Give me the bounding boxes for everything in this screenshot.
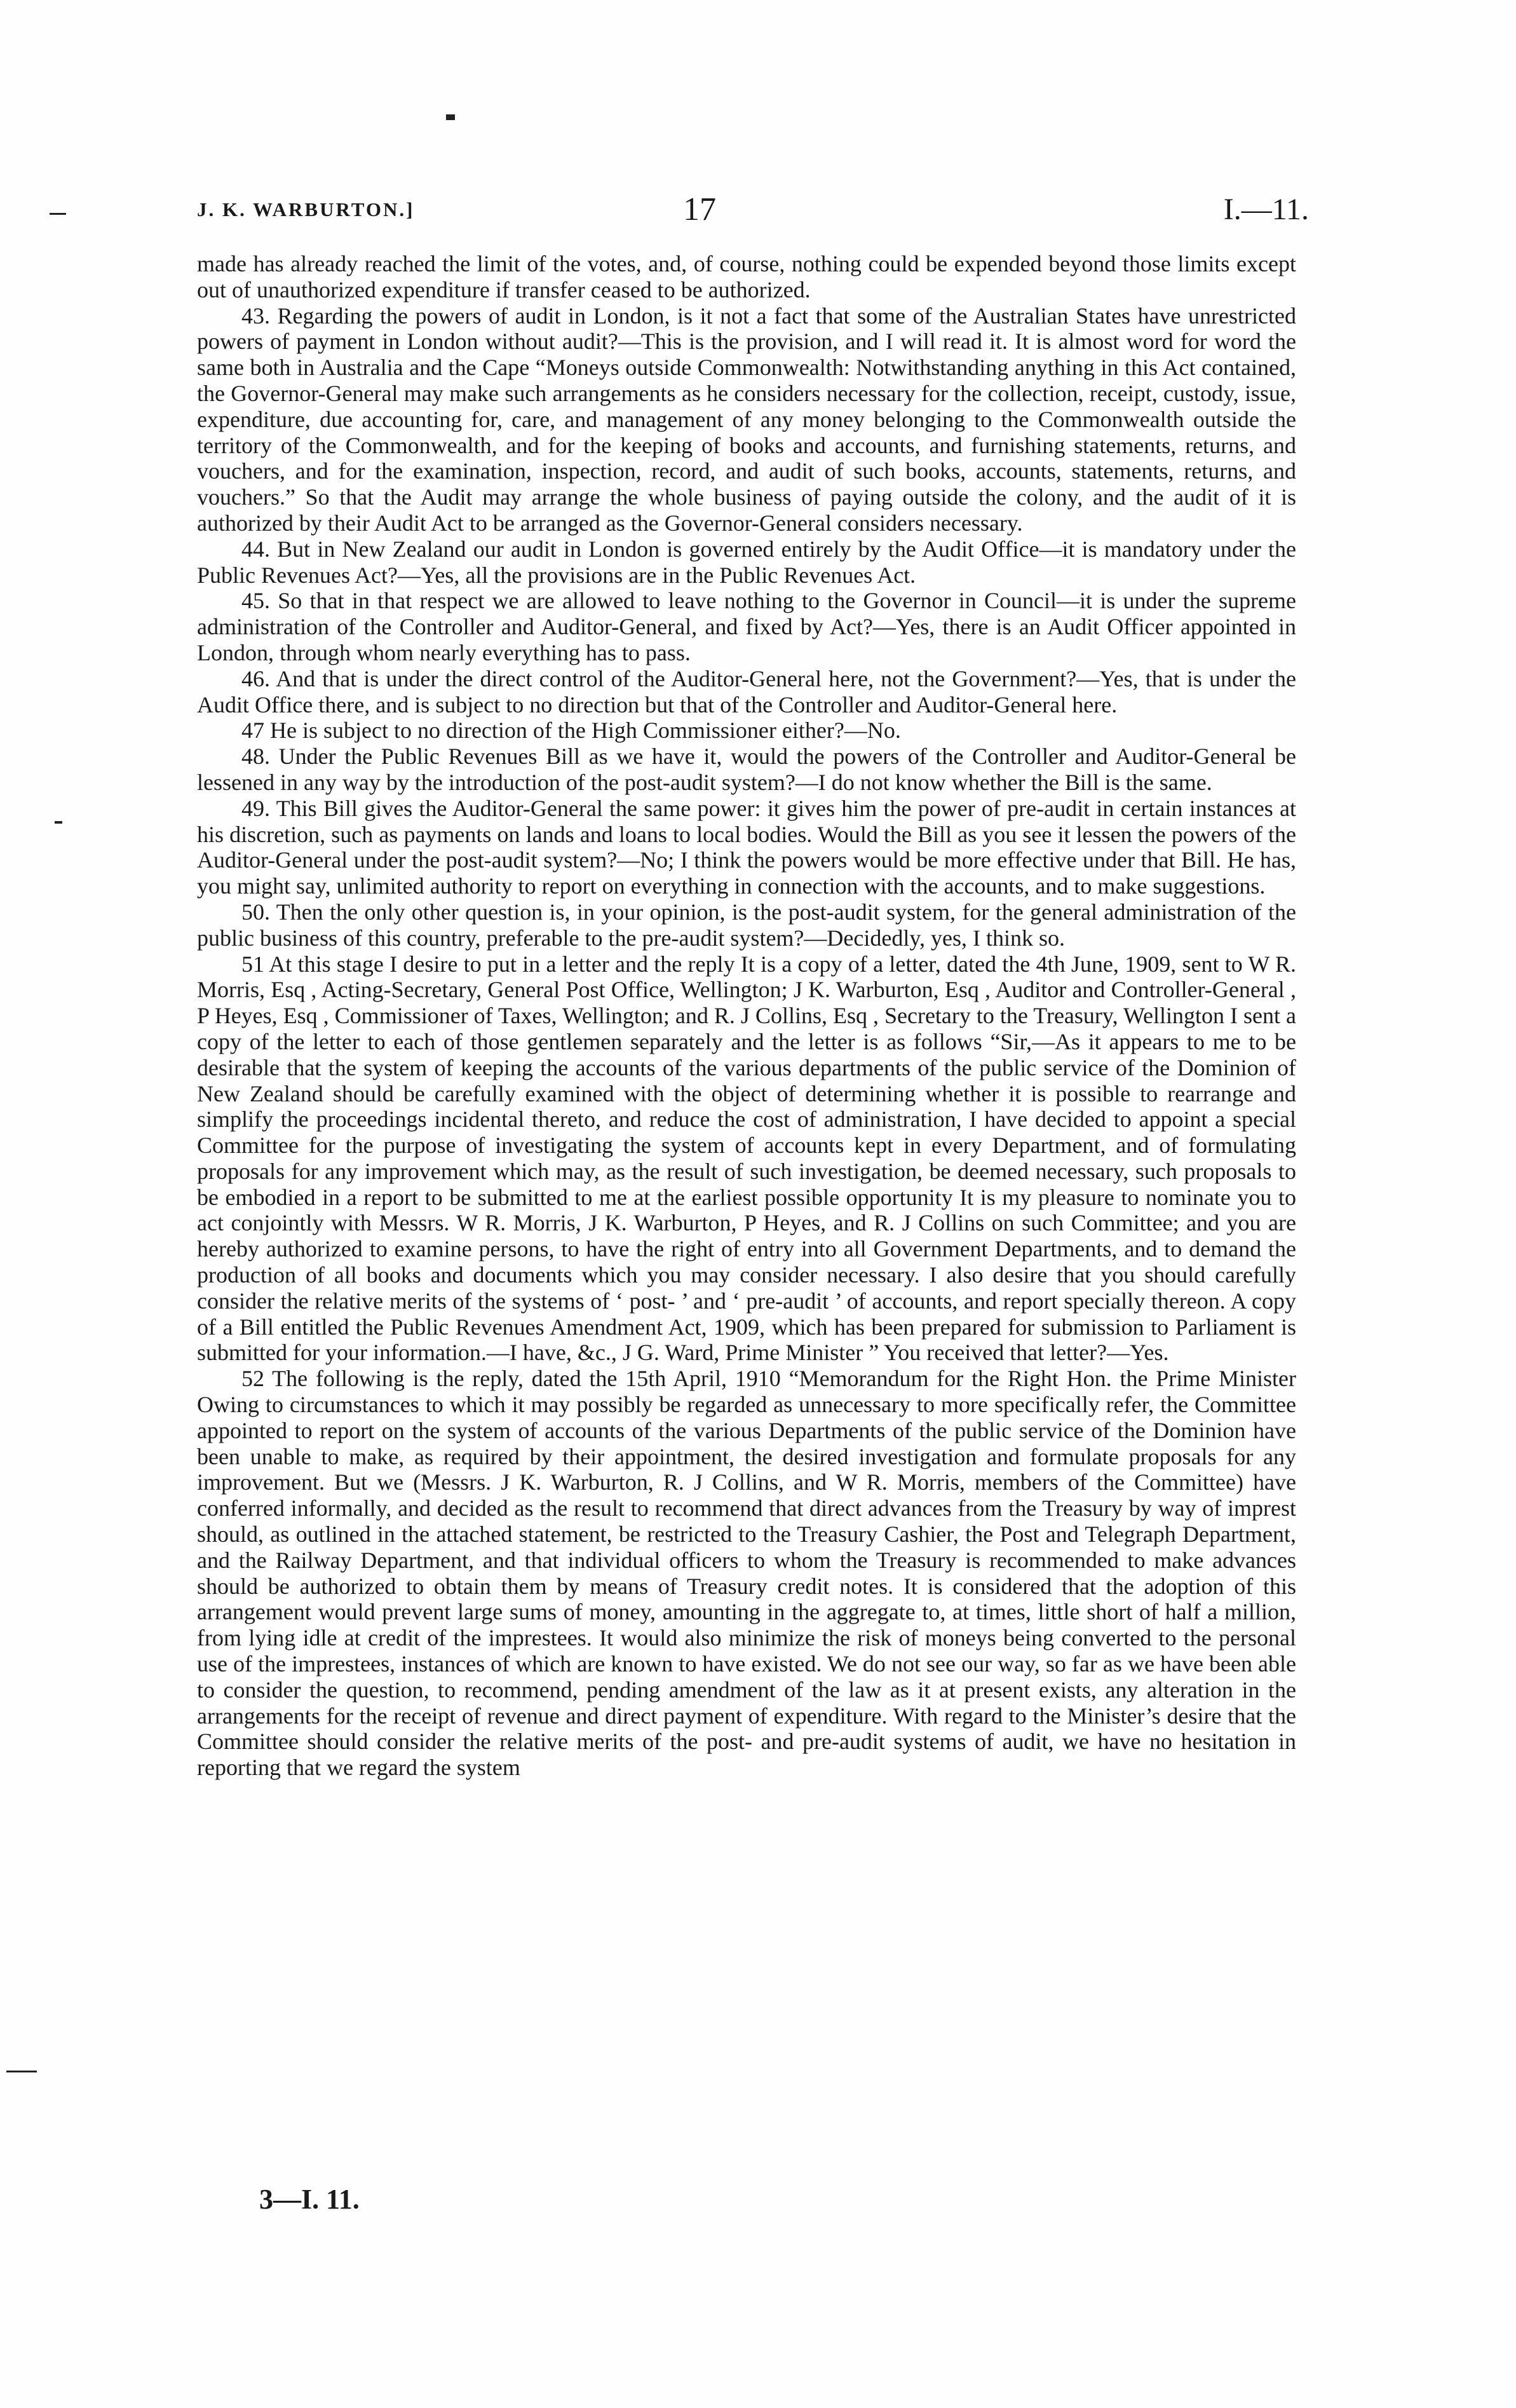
paragraph: 52 The following is the reply, dated the 15th April, 1910 “Memorandum for the Right Hon. the Prime Minister Owing to circumstances to which it may possibly be regarded as unnecessary to more specifically refer, the Committee appointed to report on the system of accounts of the various Departments of the public service of the Dominion have been unable to make, as required by their appointment, the desired investigation and formulate proposals for any improvement. But we (Messrs. J K. Warburton, R. J Collins, and W R. Morris, members of the Committee) have conferred informally, and decided as the result to recommend that direct advances from the Treasury by way of imprest should, as outlined in the attached statement, be restricted to the Treasury Cashier, the Post and Telegraph Department, and the Railway Department, and that individual officers to whom the Treasury is recommended to make advances should be authorized to obtain them by means of Treasury credit notes. It is considered that the adoption of this arrangement would prevent large sums of money, amounting in the aggregate to, at times, little short of half a million, from lying idle at credit of the imprestees. It would also minimize the risk of moneys being converted to the personal use of the imprestees, instances of which are known to have existed. We do not see our way, so far as we have been able to consider the question, to recommend, pending amendment of the law as it at present exists, any alteration in the arrangements for the receipt of revenue and direct payment of expenditure. With regard to the Minister’s desire that the Committee should consider the relative merits of the post- and pre-audit systems of audit, we have no hesitation in reporting that we regard the system (197, 1366, 1296, 1781)
scan-mark (6, 2071, 37, 2072)
paragraph: 47 He is subject to no direction of the High Commissioner either?—No. (241, 718, 901, 744)
evidence-text (197, 251, 1296, 1781)
paragraph: 44. But in New Zealand our audit in London is governed entirely by the Audit Office—it is mandatory under the Public Revenues Act?—Yes, all the provisions are in the Public Revenues Act. (197, 536, 1296, 588)
paper-reference: I.—11. (1223, 193, 1309, 226)
sheet-signature: 3—I. 11. (259, 2184, 360, 2215)
paragraph: 46. And that is under the direct control of the Auditor-General here, not the Government?—Yes, that is under the Audit Office there, and is subject to no direction but that of the Controller and Auditor-General here. (197, 665, 1296, 718)
scan-mark (55, 821, 62, 824)
paragraph: 50. Then the only other question is, in your opinion, is the post-audit system, for the general administration of the public business of this country, preferable to the pre-audit system?—Decidedly, yes, I think so. (197, 899, 1296, 951)
scan-mark (50, 213, 66, 215)
page-number: 17 (683, 191, 716, 228)
paragraph: made has already reached the limit of the votes, and, of course, nothing could be expended beyond those limits except out of unauthorized expenditure if transfer ceased to be authorized. (197, 251, 1296, 303)
witness-name: J. K. WARBURTON.] (197, 198, 415, 221)
paragraph: 43. Regarding the powers of audit in London, is it not a fact that some of the Australian States have unrestricted powers of payment in London without audit?—This is the provision, and I will read it. It is almost word for word the same both in Australia and the Cape “Moneys outside Commonwealth: Notwithstanding anything in this Act contained, the Governor-General may make such arrangements as he considers necessary for the collection, receipt, custody, issue, expenditure, due accounting for, care, and management of any money belonging to the Commonwealth outside the territory of the Commonwealth, and for the keeping of books and accounts, and furnishing statements, returns, and vouchers, and for the examination, inspection, record, and audit of such books, accounts, statements, returns, and vouchers.” So that the Audit may arrange the whole business of paying outside the colony, and the audit of it is authorized by their Audit Act to be arranged as the Governor-General considers necessary. (197, 303, 1296, 536)
paragraph: 48. Under the Public Revenues Bill as we have it, would the powers of the Controller and Auditor-General be lessened in any way by the introduction of the post-audit system?—I do not know whether the Bill is the same. (197, 744, 1296, 795)
paragraph: 51 At this stage I desire to put in a letter and the reply It is a copy of a letter, dated the 4th June, 1909, sent to W R. Morris, Esq , Acting-Secretary, General Post Office, Wellington; J K. Warburton, Esq , Auditor and Controller-General , P Heyes, Esq , Commissioner of Taxes, Wellington; and R. J Collins, Esq , Secretary to the Treasury, Wellington I sent a copy of the letter to each of those gentlemen separately and the letter is as follows “Sir,—As it appears to me to be desirable that the system of keeping the accounts of the various departments of the public service of the Dominion of New Zealand should be carefully examined with the object of determining whether it is possible to rearrange and simplify the proceedings incidental thereto, and reduce the cost of administration, I have decided to appoint a special Committee for the purpose of investigating the system of accounts kept in every Department, and of formulating proposals for any improvement which may, as the result of such investigation, be deemed necessary, such proposals to be embodied in a report to be submitted to me at the earliest possible opportunity It is my pleasure to nominate you to act conjointly with Messrs. W R. Morris, J K. Warburton, P Heyes, and R. J Collins on such Committee; and you are hereby authorized to examine persons, to have the right of entry into all Government Departments, and to demand the production of all books and documents which you may consider necessary. I also desire that you should carefully consider the relative merits of the systems of ‘ post- ’ and ‘ pre-audit ’ of accounts, and report specially thereon. A copy of a Bill entitled the Public Revenues Amendment Act, 1909, which has been prepared for submission to Parliament is submitted for your information.—I have, &c., J G. Ward, Prime Minister ” You received that letter?—Yes. (197, 951, 1296, 1366)
page-header (191, 191, 1309, 235)
scan-mark (446, 114, 455, 120)
paragraph: 49. This Bill gives the Auditor-General the same power: it gives him the power of pre-audit in certain instances at his discretion, such as payments on lands and loans to local bodies. Would the Bill as you see it lessen the powers of the Auditor-General under the post-audit system?—No; I think the powers would be more effective under that Bill. He has, you might say, unlimited authority to report on everything in connection with the accounts, and to make suggestions. (197, 795, 1296, 899)
paragraph: 45. So that in that respect we are allowed to leave nothing to the Governor in Council—it is under the supreme administration of the Controller and Auditor-General, and fixed by Act?—Yes, there is an Audit Officer appointed in London, through whom nearly everything has to pass. (197, 588, 1296, 665)
